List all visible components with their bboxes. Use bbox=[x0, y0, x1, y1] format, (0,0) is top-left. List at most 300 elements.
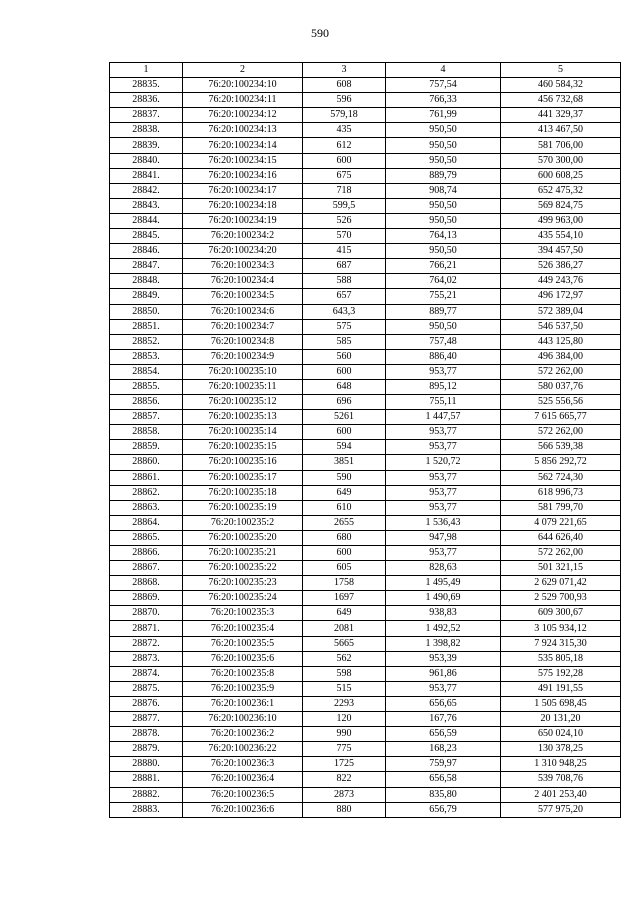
area-cell: 435 bbox=[303, 123, 386, 138]
value-cell: 539 708,76 bbox=[501, 772, 621, 787]
area-cell: 657 bbox=[303, 289, 386, 304]
cadastral-number-cell: 76:20:100235:5 bbox=[183, 636, 303, 651]
row-number-cell: 28869. bbox=[110, 591, 183, 606]
row-number-cell: 28860. bbox=[110, 455, 183, 470]
row-number-cell: 28843. bbox=[110, 198, 183, 213]
area-cell: 1758 bbox=[303, 576, 386, 591]
row-number-cell: 28870. bbox=[110, 606, 183, 621]
rate-cell: 953,77 bbox=[386, 500, 501, 515]
rate-cell: 764,02 bbox=[386, 274, 501, 289]
area-cell: 1725 bbox=[303, 757, 386, 772]
cadastral-number-cell: 76:20:100235:21 bbox=[183, 546, 303, 561]
rate-cell: 908,74 bbox=[386, 183, 501, 198]
table-row bbox=[110, 78, 621, 93]
rate-cell: 947,98 bbox=[386, 530, 501, 545]
cadastral-number-cell: 76:20:100234:19 bbox=[183, 213, 303, 228]
area-cell: 990 bbox=[303, 727, 386, 742]
row-number-cell: 28863. bbox=[110, 500, 183, 515]
area-cell: 687 bbox=[303, 259, 386, 274]
cadastral-number-cell: 76:20:100234:13 bbox=[183, 123, 303, 138]
rate-cell: 961,86 bbox=[386, 666, 501, 681]
table-row bbox=[110, 772, 621, 787]
row-number-cell: 28876. bbox=[110, 696, 183, 711]
rate-cell: 1 447,57 bbox=[386, 410, 501, 425]
row-number-cell: 28866. bbox=[110, 546, 183, 561]
value-cell: 577 975,20 bbox=[501, 802, 621, 817]
rate-cell: 953,77 bbox=[386, 546, 501, 561]
cadastral-number-cell: 76:20:100235:16 bbox=[183, 455, 303, 470]
cadastral-number-cell: 76:20:100234:8 bbox=[183, 334, 303, 349]
area-cell: 2293 bbox=[303, 696, 386, 711]
row-number-cell: 28871. bbox=[110, 621, 183, 636]
area-cell: 649 bbox=[303, 485, 386, 500]
value-cell: 496 172,97 bbox=[501, 289, 621, 304]
value-cell: 435 554,10 bbox=[501, 229, 621, 244]
area-cell: 599,5 bbox=[303, 198, 386, 213]
rate-cell: 755,11 bbox=[386, 395, 501, 410]
cadastral-number-cell: 76:20:100235:19 bbox=[183, 500, 303, 515]
area-cell: 600 bbox=[303, 153, 386, 168]
row-number-cell: 28861. bbox=[110, 470, 183, 485]
value-cell: 566 539,38 bbox=[501, 440, 621, 455]
rate-cell: 953,39 bbox=[386, 651, 501, 666]
table-row bbox=[110, 727, 621, 742]
table-row bbox=[110, 319, 621, 334]
value-cell: 572 262,00 bbox=[501, 364, 621, 379]
value-cell: 572 262,00 bbox=[501, 546, 621, 561]
column-header: 4 bbox=[386, 63, 501, 78]
row-number-cell: 28841. bbox=[110, 168, 183, 183]
row-number-cell: 28855. bbox=[110, 379, 183, 394]
area-cell: 643,3 bbox=[303, 304, 386, 319]
rate-cell: 835,80 bbox=[386, 787, 501, 802]
rate-cell: 828,63 bbox=[386, 561, 501, 576]
value-cell: 7 615 665,77 bbox=[501, 410, 621, 425]
rate-cell: 950,50 bbox=[386, 138, 501, 153]
table-row bbox=[110, 651, 621, 666]
cadastral-number-cell: 76:20:100236:5 bbox=[183, 787, 303, 802]
table-row bbox=[110, 515, 621, 530]
area-cell: 562 bbox=[303, 651, 386, 666]
row-number-cell: 28874. bbox=[110, 666, 183, 681]
row-number-cell: 28842. bbox=[110, 183, 183, 198]
area-cell: 5261 bbox=[303, 410, 386, 425]
rate-cell: 950,50 bbox=[386, 198, 501, 213]
area-cell: 598 bbox=[303, 666, 386, 681]
area-cell: 718 bbox=[303, 183, 386, 198]
value-cell: 130 378,25 bbox=[501, 742, 621, 757]
cadastral-number-cell: 76:20:100235:4 bbox=[183, 621, 303, 636]
area-cell: 600 bbox=[303, 546, 386, 561]
row-number-cell: 28881. bbox=[110, 772, 183, 787]
column-header: 1 bbox=[110, 63, 183, 78]
row-number-cell: 28879. bbox=[110, 742, 183, 757]
area-cell: 775 bbox=[303, 742, 386, 757]
row-number-cell: 28837. bbox=[110, 108, 183, 123]
area-cell: 1697 bbox=[303, 591, 386, 606]
value-cell: 526 386,27 bbox=[501, 259, 621, 274]
cadastral-number-cell: 76:20:100236:10 bbox=[183, 712, 303, 727]
row-number-cell: 28847. bbox=[110, 259, 183, 274]
table-row bbox=[110, 334, 621, 349]
area-cell: 120 bbox=[303, 712, 386, 727]
table-row bbox=[110, 183, 621, 198]
rate-cell: 1 492,52 bbox=[386, 621, 501, 636]
value-cell: 2 629 071,42 bbox=[501, 576, 621, 591]
rate-cell: 889,79 bbox=[386, 168, 501, 183]
row-number-cell: 28868. bbox=[110, 576, 183, 591]
rate-cell: 766,33 bbox=[386, 93, 501, 108]
row-number-cell: 28858. bbox=[110, 425, 183, 440]
cadastral-number-cell: 76:20:100234:12 bbox=[183, 108, 303, 123]
cadastral-number-cell: 76:20:100235:12 bbox=[183, 395, 303, 410]
cadastral-number-cell: 76:20:100235:14 bbox=[183, 425, 303, 440]
cadastral-number-cell: 76:20:100234:5 bbox=[183, 289, 303, 304]
rate-cell: 755,21 bbox=[386, 289, 501, 304]
cadastral-number-cell: 76:20:100235:11 bbox=[183, 379, 303, 394]
cadastral-number-cell: 76:20:100234:17 bbox=[183, 183, 303, 198]
value-cell: 7 924 315,30 bbox=[501, 636, 621, 651]
rate-cell: 1 490,69 bbox=[386, 591, 501, 606]
row-number-cell: 28864. bbox=[110, 515, 183, 530]
rate-cell: 950,50 bbox=[386, 123, 501, 138]
table-row bbox=[110, 712, 621, 727]
table-row bbox=[110, 425, 621, 440]
cadastral-number-cell: 76:20:100236:4 bbox=[183, 772, 303, 787]
row-number-cell: 28835. bbox=[110, 78, 183, 93]
value-cell: 496 384,00 bbox=[501, 349, 621, 364]
value-cell: 644 626,40 bbox=[501, 530, 621, 545]
table-row bbox=[110, 138, 621, 153]
table-row bbox=[110, 410, 621, 425]
value-cell: 525 556,56 bbox=[501, 395, 621, 410]
value-cell: 460 584,32 bbox=[501, 78, 621, 93]
row-number-cell: 28865. bbox=[110, 530, 183, 545]
rate-cell: 757,48 bbox=[386, 334, 501, 349]
rate-cell: 656,65 bbox=[386, 696, 501, 711]
row-number-cell: 28846. bbox=[110, 244, 183, 259]
table-row bbox=[110, 455, 621, 470]
cadastral-number-cell: 76:20:100234:14 bbox=[183, 138, 303, 153]
table-row bbox=[110, 213, 621, 228]
rate-cell: 950,50 bbox=[386, 213, 501, 228]
table-row bbox=[110, 229, 621, 244]
row-number-cell: 28839. bbox=[110, 138, 183, 153]
area-cell: 590 bbox=[303, 470, 386, 485]
table-row bbox=[110, 168, 621, 183]
cadastral-number-cell: 76:20:100235:23 bbox=[183, 576, 303, 591]
value-cell: 609 300,67 bbox=[501, 606, 621, 621]
row-number-cell: 28872. bbox=[110, 636, 183, 651]
area-cell: 526 bbox=[303, 213, 386, 228]
row-number-cell: 28878. bbox=[110, 727, 183, 742]
rate-cell: 953,77 bbox=[386, 425, 501, 440]
value-cell: 5 856 292,72 bbox=[501, 455, 621, 470]
value-cell: 652 475,32 bbox=[501, 183, 621, 198]
row-number-cell: 28848. bbox=[110, 274, 183, 289]
value-cell: 572 262,00 bbox=[501, 425, 621, 440]
table-row bbox=[110, 364, 621, 379]
table-row bbox=[110, 757, 621, 772]
area-cell: 600 bbox=[303, 364, 386, 379]
rate-cell: 1 398,82 bbox=[386, 636, 501, 651]
table-row bbox=[110, 440, 621, 455]
value-cell: 2 529 700,93 bbox=[501, 591, 621, 606]
table-row bbox=[110, 561, 621, 576]
table-row bbox=[110, 681, 621, 696]
cadastral-number-cell: 76:20:100235:9 bbox=[183, 681, 303, 696]
rate-cell: 938,83 bbox=[386, 606, 501, 621]
rate-cell: 168,23 bbox=[386, 742, 501, 757]
row-number-cell: 28844. bbox=[110, 213, 183, 228]
value-cell: 413 467,50 bbox=[501, 123, 621, 138]
rate-cell: 656,79 bbox=[386, 802, 501, 817]
area-cell: 675 bbox=[303, 168, 386, 183]
rate-cell: 889,77 bbox=[386, 304, 501, 319]
table-row bbox=[110, 153, 621, 168]
data-table bbox=[109, 62, 621, 818]
rate-cell: 757,54 bbox=[386, 78, 501, 93]
value-cell: 20 131,20 bbox=[501, 712, 621, 727]
table-row bbox=[110, 304, 621, 319]
value-cell: 581 706,00 bbox=[501, 138, 621, 153]
cadastral-number-cell: 76:20:100236:6 bbox=[183, 802, 303, 817]
cadastral-number-cell: 76:20:100235:24 bbox=[183, 591, 303, 606]
table-row bbox=[110, 621, 621, 636]
row-number-cell: 28877. bbox=[110, 712, 183, 727]
area-cell: 822 bbox=[303, 772, 386, 787]
column-header: 5 bbox=[501, 63, 621, 78]
value-cell: 443 125,80 bbox=[501, 334, 621, 349]
cadastral-number-cell: 76:20:100236:22 bbox=[183, 742, 303, 757]
rate-cell: 1 495,49 bbox=[386, 576, 501, 591]
table-row bbox=[110, 123, 621, 138]
value-cell: 3 105 934,12 bbox=[501, 621, 621, 636]
cadastral-number-cell: 76:20:100236:2 bbox=[183, 727, 303, 742]
value-cell: 570 300,00 bbox=[501, 153, 621, 168]
value-cell: 650 024,10 bbox=[501, 727, 621, 742]
cadastral-number-cell: 76:20:100234:11 bbox=[183, 93, 303, 108]
area-cell: 600 bbox=[303, 425, 386, 440]
cadastral-number-cell: 76:20:100234:6 bbox=[183, 304, 303, 319]
table-row bbox=[110, 379, 621, 394]
value-cell: 501 321,15 bbox=[501, 561, 621, 576]
row-number-cell: 28883. bbox=[110, 802, 183, 817]
cadastral-number-cell: 76:20:100235:3 bbox=[183, 606, 303, 621]
rate-cell: 1 520,72 bbox=[386, 455, 501, 470]
table-row bbox=[110, 500, 621, 515]
area-cell: 648 bbox=[303, 379, 386, 394]
row-number-cell: 28875. bbox=[110, 681, 183, 696]
row-number-cell: 28857. bbox=[110, 410, 183, 425]
area-cell: 2873 bbox=[303, 787, 386, 802]
area-cell: 579,18 bbox=[303, 108, 386, 123]
cadastral-number-cell: 76:20:100234:16 bbox=[183, 168, 303, 183]
rate-cell: 656,59 bbox=[386, 727, 501, 742]
cadastral-number-cell: 76:20:100234:20 bbox=[183, 244, 303, 259]
rate-cell: 953,77 bbox=[386, 681, 501, 696]
table-row bbox=[110, 591, 621, 606]
value-cell: 600 608,25 bbox=[501, 168, 621, 183]
value-cell: 581 799,70 bbox=[501, 500, 621, 515]
area-cell: 5665 bbox=[303, 636, 386, 651]
row-number-cell: 28856. bbox=[110, 395, 183, 410]
table-row bbox=[110, 546, 621, 561]
value-cell: 491 191,55 bbox=[501, 681, 621, 696]
value-cell: 441 329,37 bbox=[501, 108, 621, 123]
cadastral-number-cell: 76:20:100235:6 bbox=[183, 651, 303, 666]
area-cell: 880 bbox=[303, 802, 386, 817]
row-number-cell: 28836. bbox=[110, 93, 183, 108]
row-number-cell: 28862. bbox=[110, 485, 183, 500]
row-number-cell: 28851. bbox=[110, 319, 183, 334]
value-cell: 4 079 221,65 bbox=[501, 515, 621, 530]
value-cell: 1 310 948,25 bbox=[501, 757, 621, 772]
table-body bbox=[110, 78, 621, 818]
row-number-cell: 28852. bbox=[110, 334, 183, 349]
table-row bbox=[110, 666, 621, 681]
cadastral-number-cell: 76:20:100234:2 bbox=[183, 229, 303, 244]
page-number: 590 bbox=[311, 26, 329, 40]
table-row bbox=[110, 696, 621, 711]
table-row bbox=[110, 289, 621, 304]
row-number-cell: 28840. bbox=[110, 153, 183, 168]
table-row bbox=[110, 636, 621, 651]
area-cell: 594 bbox=[303, 440, 386, 455]
area-cell: 610 bbox=[303, 500, 386, 515]
row-number-cell: 28859. bbox=[110, 440, 183, 455]
cadastral-number-cell: 76:20:100236:1 bbox=[183, 696, 303, 711]
table-row bbox=[110, 108, 621, 123]
area-cell: 415 bbox=[303, 244, 386, 259]
row-number-cell: 28854. bbox=[110, 364, 183, 379]
header-row bbox=[110, 63, 621, 78]
value-cell: 499 963,00 bbox=[501, 213, 621, 228]
row-number-cell: 28845. bbox=[110, 229, 183, 244]
rate-cell: 953,77 bbox=[386, 440, 501, 455]
table-row bbox=[110, 576, 621, 591]
value-cell: 456 732,68 bbox=[501, 93, 621, 108]
table-row bbox=[110, 244, 621, 259]
area-cell: 575 bbox=[303, 319, 386, 334]
area-cell: 588 bbox=[303, 274, 386, 289]
area-cell: 2655 bbox=[303, 515, 386, 530]
area-cell: 2081 bbox=[303, 621, 386, 636]
row-number-cell: 28867. bbox=[110, 561, 183, 576]
cadastral-number-cell: 76:20:100235:13 bbox=[183, 410, 303, 425]
table-row bbox=[110, 93, 621, 108]
area-cell: 649 bbox=[303, 606, 386, 621]
table-row bbox=[110, 198, 621, 213]
value-cell: 2 401 253,40 bbox=[501, 787, 621, 802]
rate-cell: 761,99 bbox=[386, 108, 501, 123]
cadastral-number-cell: 76:20:100235:2 bbox=[183, 515, 303, 530]
area-cell: 570 bbox=[303, 229, 386, 244]
column-header: 2 bbox=[183, 63, 303, 78]
table-row bbox=[110, 530, 621, 545]
cadastral-number-cell: 76:20:100234:15 bbox=[183, 153, 303, 168]
rate-cell: 953,77 bbox=[386, 364, 501, 379]
table-row bbox=[110, 470, 621, 485]
rate-cell: 950,50 bbox=[386, 244, 501, 259]
rate-cell: 953,77 bbox=[386, 485, 501, 500]
rate-cell: 759,97 bbox=[386, 757, 501, 772]
cadastral-number-cell: 76:20:100234:4 bbox=[183, 274, 303, 289]
value-cell: 575 192,28 bbox=[501, 666, 621, 681]
table-row bbox=[110, 802, 621, 817]
row-number-cell: 28853. bbox=[110, 349, 183, 364]
area-cell: 680 bbox=[303, 530, 386, 545]
area-cell: 605 bbox=[303, 561, 386, 576]
value-cell: 618 996,73 bbox=[501, 485, 621, 500]
table-row bbox=[110, 742, 621, 757]
table-row bbox=[110, 274, 621, 289]
rate-cell: 886,40 bbox=[386, 349, 501, 364]
value-cell: 569 824,75 bbox=[501, 198, 621, 213]
cadastral-number-cell: 76:20:100234:3 bbox=[183, 259, 303, 274]
table-row bbox=[110, 349, 621, 364]
rate-cell: 766,21 bbox=[386, 259, 501, 274]
column-header: 3 bbox=[303, 63, 386, 78]
area-cell: 515 bbox=[303, 681, 386, 696]
cadastral-number-cell: 76:20:100235:18 bbox=[183, 485, 303, 500]
value-cell: 580 037,76 bbox=[501, 379, 621, 394]
area-cell: 612 bbox=[303, 138, 386, 153]
row-number-cell: 28873. bbox=[110, 651, 183, 666]
table-row bbox=[110, 787, 621, 802]
cadastral-number-cell: 76:20:100235:15 bbox=[183, 440, 303, 455]
cadastral-number-cell: 76:20:100235:10 bbox=[183, 364, 303, 379]
area-cell: 585 bbox=[303, 334, 386, 349]
table-header bbox=[110, 63, 621, 78]
area-cell: 560 bbox=[303, 349, 386, 364]
rate-cell: 950,50 bbox=[386, 153, 501, 168]
value-cell: 535 805,18 bbox=[501, 651, 621, 666]
table-row bbox=[110, 259, 621, 274]
rate-cell: 656,58 bbox=[386, 772, 501, 787]
area-cell: 608 bbox=[303, 78, 386, 93]
rate-cell: 764,13 bbox=[386, 229, 501, 244]
table-row bbox=[110, 606, 621, 621]
cadastral-number-cell: 76:20:100235:8 bbox=[183, 666, 303, 681]
cadastral-number-cell: 76:20:100236:3 bbox=[183, 757, 303, 772]
value-cell: 562 724,30 bbox=[501, 470, 621, 485]
row-number-cell: 28850. bbox=[110, 304, 183, 319]
value-cell: 572 389,04 bbox=[501, 304, 621, 319]
value-cell: 546 537,50 bbox=[501, 319, 621, 334]
area-cell: 3851 bbox=[303, 455, 386, 470]
row-number-cell: 28882. bbox=[110, 787, 183, 802]
table-row bbox=[110, 395, 621, 410]
value-cell: 394 457,50 bbox=[501, 244, 621, 259]
cadastral-number-cell: 76:20:100234:10 bbox=[183, 78, 303, 93]
row-number-cell: 28880. bbox=[110, 757, 183, 772]
rate-cell: 1 536,43 bbox=[386, 515, 501, 530]
rate-cell: 167,76 bbox=[386, 712, 501, 727]
cadastral-number-cell: 76:20:100235:20 bbox=[183, 530, 303, 545]
area-cell: 696 bbox=[303, 395, 386, 410]
cadastral-number-cell: 76:20:100235:17 bbox=[183, 470, 303, 485]
value-cell: 449 243,76 bbox=[501, 274, 621, 289]
cadastral-number-cell: 76:20:100234:9 bbox=[183, 349, 303, 364]
rate-cell: 895,12 bbox=[386, 379, 501, 394]
rate-cell: 950,50 bbox=[386, 319, 501, 334]
cadastral-number-cell: 76:20:100235:22 bbox=[183, 561, 303, 576]
cadastral-number-cell: 76:20:100234:7 bbox=[183, 319, 303, 334]
cadastral-number-cell: 76:20:100234:18 bbox=[183, 198, 303, 213]
value-cell: 1 505 698,45 bbox=[501, 696, 621, 711]
table-row bbox=[110, 485, 621, 500]
